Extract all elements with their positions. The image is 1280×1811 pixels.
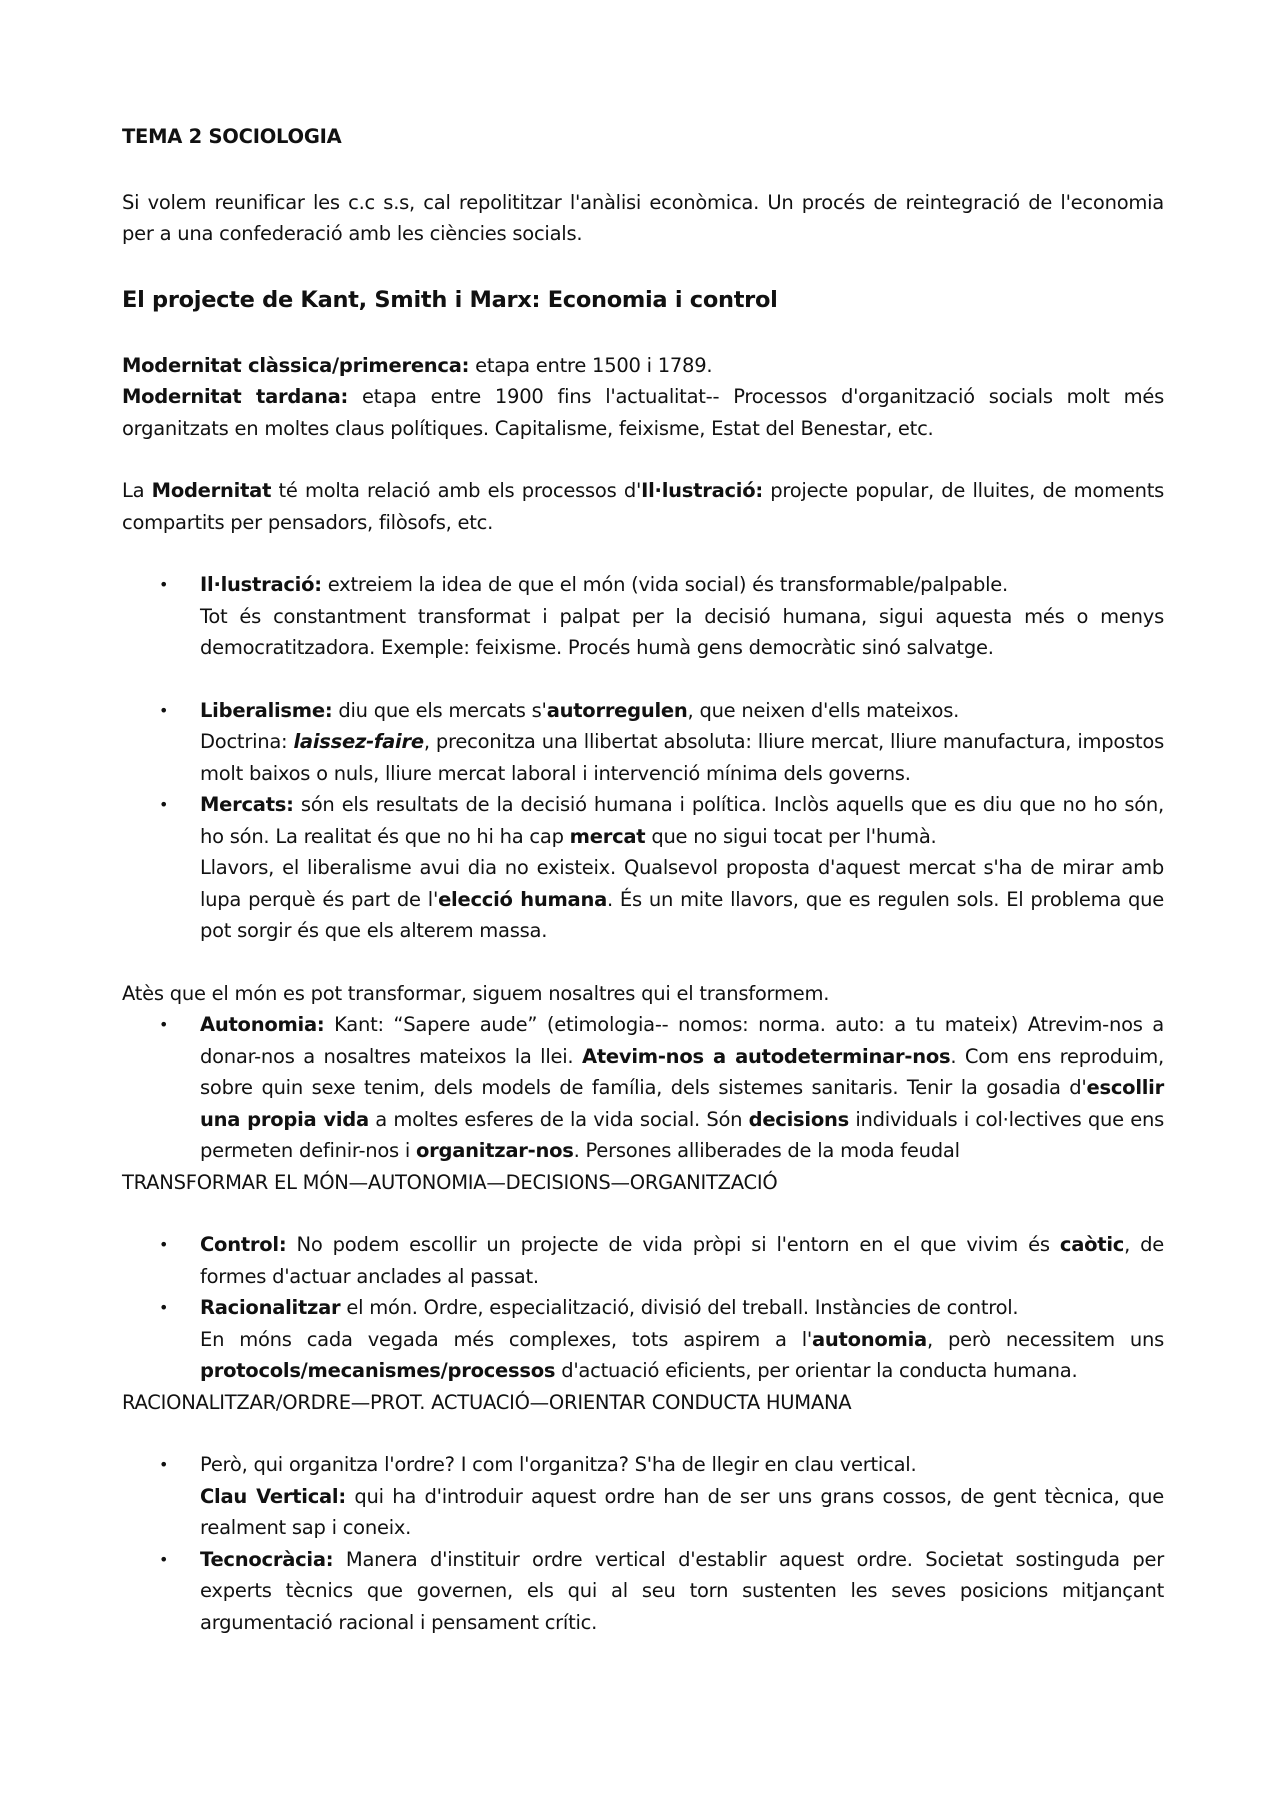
section-heading: El projecte de Kant, Smith i Marx: Economia i control — [122, 286, 778, 313]
text-run: que no sigui tocat per l'humà. — [645, 824, 937, 848]
bullet-paragraph — [200, 789, 1164, 852]
modernity-late-paragraph — [122, 381, 1164, 444]
bullet-icon: • — [159, 795, 169, 814]
bullet-paragraph — [200, 569, 1164, 601]
bullet-list — [122, 1229, 1164, 1387]
bold-text: protocols/mecanismes/processos — [200, 1359, 556, 1382]
text-run: , però necessitem uns — [926, 1327, 1164, 1351]
bullet-paragraph — [200, 1544, 1164, 1639]
text-run: Llavors, el liberalisme avui dia no existeix. Qualsevol proposta d'aquest mercat s'ha de mirar amb lupa perquè és part de l' — [200, 856, 1164, 911]
document-body — [122, 121, 1164, 1638]
bullet-paragraph — [200, 1481, 1164, 1544]
bold-text: Clau Vertical: — [200, 1484, 346, 1508]
text-run: individuals i col·lectives que ens permeten definir-nos i — [200, 1107, 1164, 1162]
bullet-paragraph — [200, 601, 1164, 664]
bullet-item — [122, 695, 1164, 790]
bold-text: Atevim-nos a autodeterminar-nos — [581, 1044, 951, 1068]
bullet-icon: • — [159, 1235, 169, 1254]
bullet-icon: • — [159, 1298, 169, 1317]
text-run: etapa entre 1900 fins l'actualitat-- Processos d'organització socials molt més organitzats en moltes claus polítiques. Capitalisme, feixisme, Estat del Benestar, etc. — [122, 385, 1165, 440]
bullet-icon: • — [159, 1455, 169, 1474]
text-run: . És un mite llavors, que es regulen sols. El problema que pot sorgir és que els alterem massa. — [200, 887, 1164, 942]
bold-text: Racionalitzar — [200, 1296, 341, 1319]
text-run: Kant: “Sapere aude” (etimologia-- nomos: norma. auto: a tu mateix) Atrevim-nos a donar-nos a nosaltres mateixos la llei. — [200, 1013, 1164, 1068]
text-run: . Persones alliberades de la moda feudal — [573, 1139, 960, 1162]
bullet-icon: • — [159, 575, 169, 594]
text-run: extreiem la idea de que el món (vida social) és transformable/palpable. — [321, 573, 1008, 596]
bullet-paragraph — [200, 726, 1164, 789]
bullet-paragraph — [200, 695, 1164, 727]
bullet-icon: • — [159, 1015, 169, 1034]
bold-text: caòtic — [1059, 1233, 1125, 1256]
text-run: , de formes d'actuar anclades al passat. — [200, 1233, 1164, 1288]
text-run: a moltes esferes de la vida social. Són — [368, 1107, 749, 1131]
summary-chain: RACIONALITZAR/ORDRE—PROT. ACTUACIÓ—ORIENTAR CONDUCTA HUMANA — [122, 1390, 852, 1414]
text-run: , preconitza una llibertat absoluta: lliure mercat, lliure manufactura, impostos molt baixos o nuls, lliure mercat laboral i intervenció mínima dels governs. — [200, 730, 1164, 785]
bullet-icon: • — [159, 700, 169, 720]
text-run: etapa entre 1500 i 1789. — [469, 353, 713, 377]
text-run: Tot és constantment transformat i palpat per la decisió humana, sigui aquesta més o menys democratitzadora. Exemple: feixisme. Procés humà gens democràtic sinó salvatge. — [200, 604, 1164, 659]
bold-text: Autonomia: — [200, 1013, 325, 1036]
bold-text: Il·lustració: — [200, 573, 322, 596]
text-run: En móns cada vegada més complexes, tots aspirem a l' — [200, 1327, 813, 1351]
text-run: La — [122, 479, 152, 502]
bullet-paragraph — [200, 1449, 1164, 1481]
bold-text: Tecnocràcia: — [200, 1547, 334, 1571]
text-run: Manera d'instituir ordre vertical d'establir aquest ordre. Societat sostinguda per experts tècnics que governen, els qui al seu torn sustenten les seves posicions mitjançant argumentació racional i pensament crític. — [200, 1547, 1164, 1634]
bold-text: autonomia — [812, 1327, 927, 1351]
text-run: Si volem reunificar les c.c s.s, cal repolititzar l'anàlisi econòmica. Un procés de reintegració de l'economia per a una confederació amb les ciències socials. — [122, 190, 1164, 245]
intro-paragraph — [122, 187, 1164, 250]
bold-text: Modernitat — [151, 479, 272, 502]
bullet-item — [122, 1449, 1164, 1544]
bold-text: Mercats: — [200, 793, 294, 816]
bold-text: Il·lustració: — [641, 479, 763, 502]
bullet-item — [122, 1229, 1164, 1292]
bold-text: mercat — [569, 824, 646, 848]
bullet-paragraph — [200, 1009, 1164, 1167]
bold-text: organitzar-nos — [416, 1139, 574, 1162]
bold-text: escollir una propia vida — [200, 1076, 1164, 1131]
text-run: Però, qui organitza l'ordre? I com l'organitza? S'ha de llegir en clau vertical. — [200, 1453, 917, 1476]
bullet-list — [122, 1449, 1164, 1638]
bold-text: elecció humana — [438, 887, 607, 911]
text-run: . Com ens reproduim, sobre quin sexe tenim, dels models de família, dels sistemes sanitaris. Tenir la gosadia d' — [200, 1044, 1164, 1099]
text-run: són els resultats de la decisió humana i política. Inclòs aquells que es diu que no ho són, ho són. La realitat és que no hi ha cap — [200, 793, 1164, 848]
bold-text: Liberalisme: — [200, 698, 333, 722]
bullet-paragraph — [200, 852, 1164, 947]
bullet-item — [122, 1544, 1164, 1639]
bold-text: Modernitat tardana: — [122, 385, 349, 408]
text-run: No podem escollir un projecte de vida pròpi si l'entorn en el que vivim és — [286, 1233, 1060, 1256]
text-run: diu que els mercats s' — [332, 698, 547, 722]
bullet-item — [122, 1292, 1164, 1387]
bold-italic-text: laissez-faire — [293, 730, 424, 753]
bullet-paragraph — [200, 1292, 1164, 1324]
text-run: qui ha d'introduir aquest ordre han de ser uns grans cossos, de gent tècnica, que realment sap i coneix. — [200, 1484, 1164, 1539]
bold-text: decisions — [748, 1107, 849, 1131]
document-title: TEMA 2 SOCIOLOGIA — [122, 125, 342, 148]
text-run: , que neixen d'ells mateixos. — [687, 698, 960, 722]
text-run: el món. Ordre, especialització, divisió del treball. Instàncies de control. — [340, 1296, 1019, 1319]
transform-paragraph: Atès que el món es pot transformar, siguem nosaltres qui el transformem. — [122, 981, 830, 1005]
bold-text: autorregulen — [546, 698, 688, 722]
bullet-list — [122, 695, 1164, 947]
bold-text: Control: — [200, 1233, 287, 1256]
bullet-item — [122, 789, 1164, 947]
summary-chain: TRANSFORMAR EL MÓN—AUTONOMIA—DECISIONS—ORGANITZACIÓ — [122, 1170, 778, 1194]
bold-text: Modernitat clàssica/primerenca: — [122, 353, 470, 377]
modernity-classic-paragraph — [122, 350, 1164, 382]
bullet-item — [122, 569, 1164, 664]
bullet-paragraph — [200, 1229, 1164, 1292]
text-run: d'actuació eficients, per orientar la conducta humana. — [555, 1359, 1078, 1382]
bullet-list — [122, 569, 1164, 664]
text-run: Doctrina: — [200, 730, 294, 753]
bullet-list — [122, 1009, 1164, 1167]
bullet-item — [122, 1009, 1164, 1167]
illustration-paragraph — [122, 475, 1164, 538]
bullet-icon: • — [159, 1549, 169, 1569]
text-run: projecte popular, de lluites, de moments compartits per pensadors, filòsofs, etc. — [122, 479, 1165, 534]
bullet-paragraph — [200, 1324, 1164, 1387]
text-run: té molta relació amb els processos d' — [271, 479, 642, 502]
